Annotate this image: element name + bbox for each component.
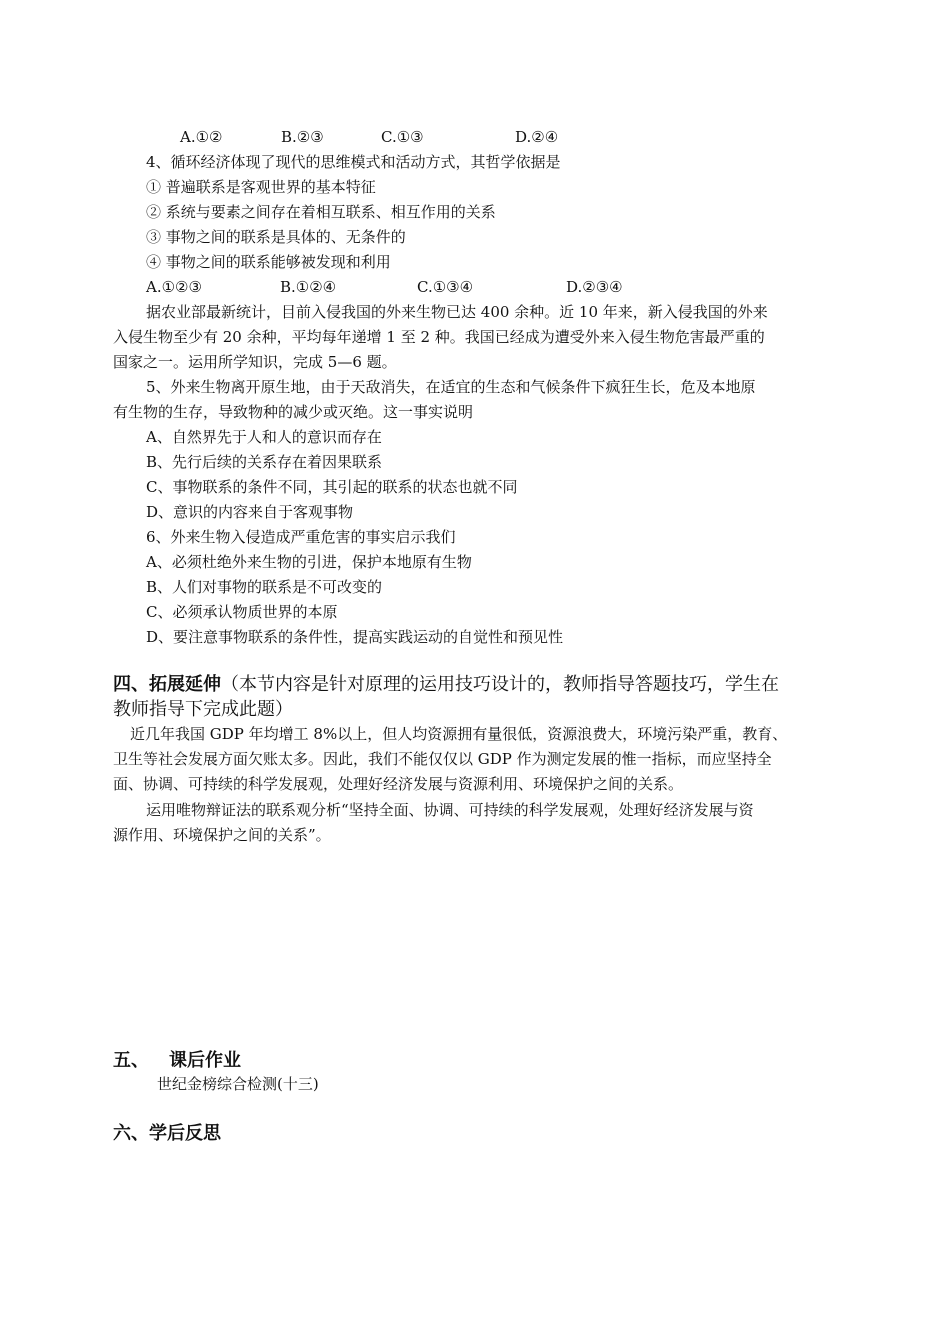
q5-option-c: C、事物联系的条件不同，其引起的联系的状态也就不同 — [146, 478, 518, 496]
q4-item: ② 系统与要素之间存在着相互联系、相互作用的关系 — [146, 203, 496, 221]
q4-stem: 4、循环经济体现了现代的思维模式和活动方式，其哲学依据是 — [146, 153, 561, 171]
q5-option-b: B、先行后续的关系存在着因果联系 — [146, 453, 383, 471]
section5-title: 课后作业 — [169, 1050, 241, 1071]
q3-option-b: B.②③ — [281, 128, 324, 146]
q5-stem: 5、外来生物离开原生地，由于天敌消失，在适宜的生态和气候条件下疯狂生长，危及本地原 — [146, 378, 756, 396]
q3-option-a: A.①② — [180, 128, 223, 146]
q6-option-b: B、人们对事物的联系是不可改变的 — [146, 578, 383, 596]
q6-option-d: D、要注意事物联系的条件性，提高实践运动的自觉性和预见性 — [146, 628, 564, 646]
section4-heading — [113, 674, 779, 696]
section4-note: 教师指导下完成此题） — [113, 699, 293, 720]
q4-option-c: C.①③④ — [417, 278, 474, 296]
q4-item: ③ 事物之间的联系是具体的、无条件的 — [146, 228, 406, 246]
section4-note-cont — [113, 699, 293, 721]
q4-item: ④ 事物之间的联系能够被发现和利用 — [146, 253, 391, 271]
q5-option-d: D、意识的内容来自于客观事物 — [146, 503, 354, 521]
q6-stem: 6、外来生物入侵造成严重危害的事实启示我们 — [146, 528, 456, 546]
q4-option-d: D.②③④ — [566, 278, 623, 296]
q4-option-a: A.①②③ — [146, 278, 202, 296]
section4-question: 运用唯物辩证法的联系观分析“坚持全面、协调、可持续的科学发展观，处理好经济发展与资 — [146, 801, 754, 819]
section4-question: 源作用、环境保护之间的关系”。 — [113, 826, 331, 844]
section5-content: 世纪金榜综合检测(十三) — [157, 1075, 319, 1093]
q4-option-b: B.①②④ — [280, 278, 337, 296]
passage-line: 国家之一。运用所学知识，完成 5—6 题。 — [113, 353, 397, 371]
section4-title: 四、拓展延伸 — [113, 674, 221, 695]
section6-heading — [113, 1123, 221, 1145]
q3-options — [180, 128, 620, 146]
q3-option-c: C.①③ — [381, 128, 424, 146]
q6-option-c: C、必须承认物质世界的本原 — [146, 603, 338, 621]
q4-options — [146, 278, 646, 296]
q6-option-a: A、必须杜绝外来生物的引进，保护本地原有生物 — [146, 553, 472, 571]
q4-item: ① 普遍联系是客观世界的基本特征 — [146, 178, 376, 196]
section4-para: 卫生等社会发展方面欠账太多。因此，我们不能仅仅以 GDP 作为测定发展的惟一指标，而应坚持全 — [113, 750, 772, 768]
section6-title: 六、学后反思 — [113, 1123, 221, 1144]
q3-option-d: D.②④ — [515, 128, 559, 146]
section4-note: （本节内容是针对原理的运用技巧设计的，教师指导答题技巧，学生在 — [221, 674, 779, 695]
section4-para: 面、协调、可持续的科学发展观，处理好经济发展与资源利用、环境保护之间的关系。 — [113, 775, 684, 793]
passage-line: 入侵生物至少有 20 余种，平均每年递增 1 至 2 种。我国已经成为遭受外来入侵生物危害最严重的 — [113, 328, 765, 346]
passage-line: 据农业部最新统计，目前入侵我国的外来生物已达 400 余种。近 10 年来，新入侵我国的外来 — [146, 303, 768, 321]
q5-option-a: A、自然界先于人和人的意识而存在 — [146, 428, 382, 446]
section4-para: 近几年我国 GDP 年均增工 8%以上，但人均资源拥有量很低，资源浪费大，环境污染严重，教育、 — [130, 725, 788, 743]
q5-stem: 有生物的生存，导致物种的减少或灭绝。这一事实说明 — [113, 403, 474, 421]
section5-heading — [113, 1050, 241, 1072]
section5-number: 五、 — [113, 1050, 149, 1071]
